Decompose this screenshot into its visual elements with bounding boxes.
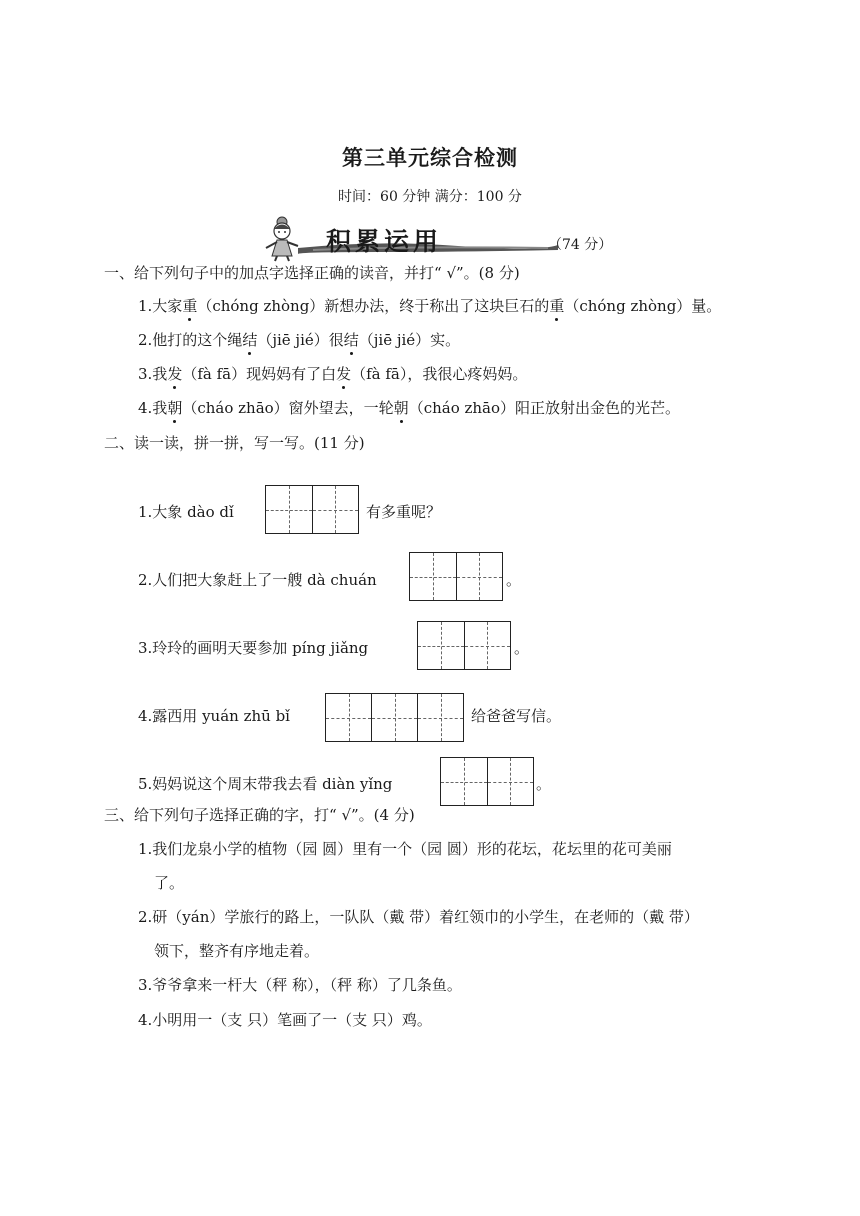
s2-q2-text: 2.人们把大象赶上了一艘 dà chuán [138,571,377,589]
s3-question-2-cont: 领下，整齐有序地走着。 [154,942,320,960]
banner-label: 积累运用 [326,227,443,256]
section-3-heading: 三、给下列句子选择正确的字，打“ √”。(4 分) [104,806,415,824]
s2-q4-tail: 给爸爸写信。 [471,707,562,725]
s2-q1-text: 1.大象 dào dǐ [138,503,234,521]
writing-grid[interactable] [325,693,464,742]
writing-grid[interactable] [440,757,534,806]
s3-question-1-cont: 了。 [154,874,185,892]
dotted-char: 重 [549,297,565,315]
writing-grid[interactable] [265,485,359,534]
dotted-char: 发 [336,365,352,383]
dotted-char: 朝 [393,399,409,417]
s3-question-1: 1.我们龙泉小学的植物（园 圆）里有一个（园 圆）形的花坛，花坛里的花可美丽 [138,840,672,858]
writing-grid[interactable] [417,621,511,670]
dotted-char: 重 [182,297,198,315]
s2-q3-text: 3.玲玲的画明天要参加 píng jiǎng [138,639,369,657]
s2-q5-text: 5.妈妈说这个周末带我去看 diàn yǐng [138,775,393,793]
exam-info: 时间：60 分钟 满分：100 分 [338,189,522,205]
section-banner [258,212,558,262]
s2-q5-tail: 。 [536,775,552,793]
s3-question-4: 4.小明用一（支 只）笔画了一（支 只）鸡。 [138,1011,432,1029]
dotted-char: 结 [242,331,258,349]
page-title: 第三单元综合检测 [342,145,518,170]
dotted-char: 结 [343,331,359,349]
section-1-heading: 一、给下列句子中的加点字选择正确的读音，并打“ √”。(8 分) [104,264,520,282]
s1-question-1: 1.大家重（chóng zhòng）新想办法，终于称出了这块巨石的重（chóng zhòng）量。 [138,297,722,315]
dotted-char: 朝 [167,399,183,417]
s3-question-3: 3.爷爷拿来一杆大（秤 称），（秤 称）了几条鱼。 [138,976,462,994]
writing-grid[interactable] [409,552,503,601]
s1-question-3: 3.我发（fà fā）现妈妈有了白发（fà fā），我很心疼妈妈。 [138,365,528,383]
s2-q1-tail: 有多重呢？ [366,503,442,521]
banner-score: （74 分） [548,237,613,253]
s1-question-4: 4.我朝（cháo zhāo）窗外望去，一轮朝（cháo zhāo）阳正放射出金色的光芒。 [138,399,681,417]
s2-q3-tail: 。 [514,639,530,657]
section-2-heading: 二、读一读，拼一拼，写一写。(11 分) [104,434,365,452]
dotted-char: 发 [167,365,183,383]
s2-q4-text: 4.露西用 yuán zhū bǐ [138,707,290,725]
s2-q2-tail: 。 [506,571,522,589]
s1-question-2: 2.他打的这个绳结（jiē jié）很结（jiē jié）实。 [138,331,461,349]
s3-question-2: 2.研（yán）学旅行的路上，一队队（戴 带）着红领巾的小学生，在老师的（戴 带） [138,908,699,926]
